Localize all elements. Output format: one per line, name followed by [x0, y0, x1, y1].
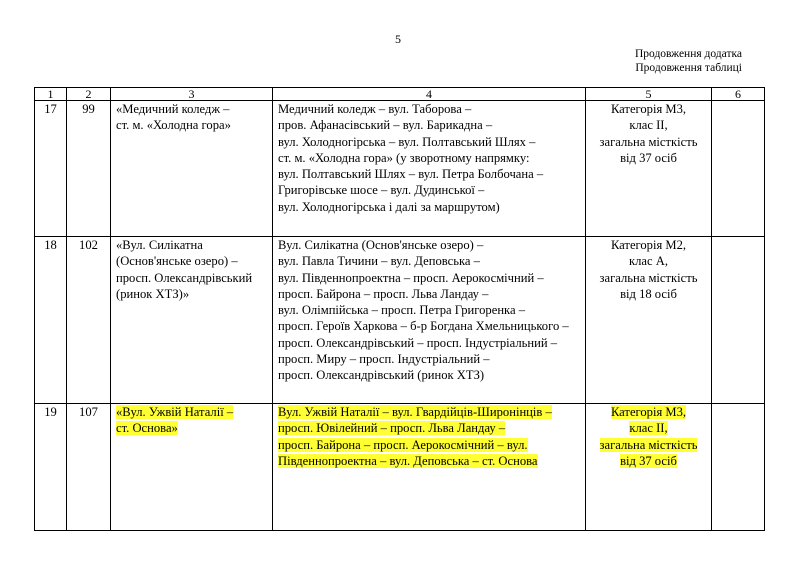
vehicle-line: клас ІІ,	[629, 118, 668, 133]
note-cell	[712, 404, 765, 531]
route-path-line-highlighted: Південнопроектна – вул. Деповська – ст. Основа	[278, 453, 538, 468]
route-name	[111, 237, 273, 404]
vehicle-line-highlighted: клас ІІ,	[629, 421, 668, 436]
route-path-line: вул. Олімпійська – просп. Петра Григоренка –	[278, 303, 526, 318]
route-path-line: вул. Південнопроектна – просп. Аерокосмічний –	[278, 270, 544, 285]
vehicle-line: загальна місткість	[599, 270, 698, 285]
route-path-line: просп. Олександрівський – просп. Індустріальний –	[278, 335, 558, 350]
route-path-line: пров. Афанасівський – вул. Барикадна –	[278, 118, 493, 133]
row-number: 17	[35, 101, 67, 237]
route-name-line-highlighted: «Вул. Ужвій Наталії –	[116, 405, 234, 419]
vehicle-category	[586, 237, 712, 404]
route-path-line: вул. Холодногірська і далі за маршрутом)	[278, 199, 500, 214]
row-number: 18	[35, 237, 67, 404]
vehicle-line: від 37 осіб	[620, 150, 677, 165]
vehicle-category	[586, 404, 712, 531]
vehicle-line-highlighted: від 37 осіб	[620, 453, 677, 468]
table-row	[35, 237, 765, 404]
route-path-line: Григорівське шосе – вул. Дудинської –	[278, 183, 485, 198]
routes-table	[34, 87, 765, 531]
route-path-line: просп. Олександрівський (ринок ХТЗ)	[278, 368, 485, 383]
route-name-line: «Медичний коледж –	[116, 102, 230, 116]
route-path-line: Медичний коледж – вул. Таборова –	[278, 102, 472, 116]
route-path-line: Вул. Силікатна (Основ'янське озеро) –	[278, 238, 484, 252]
note-cell	[712, 237, 765, 404]
route-path-line: просп. Байрона – просп. Льва Ландау –	[278, 286, 489, 301]
route-name-line-highlighted: ст. Основа»	[116, 421, 178, 436]
route-path-line-highlighted: Вул. Ужвій Наталії – вул. Гвардійців-Широнінців –	[278, 405, 552, 419]
vehicle-line: Категорія М3,	[610, 102, 687, 116]
vehicle-line-highlighted: загальна місткість	[599, 437, 698, 452]
vehicle-line: Категорія М2,	[610, 238, 687, 252]
route-path	[273, 404, 586, 531]
header-cell: 2	[67, 88, 111, 101]
route-number: 107	[67, 404, 111, 531]
route-name	[111, 101, 273, 237]
vehicle-line: загальна місткість	[599, 134, 698, 149]
vehicle-line-highlighted: Категорія М3,	[610, 405, 687, 419]
table-header-row	[35, 88, 765, 101]
header-cell: 3	[111, 88, 273, 101]
continuation-table: Продовження таблиці	[635, 62, 742, 74]
vehicle-line: клас А,	[629, 254, 668, 269]
note-cell	[712, 101, 765, 237]
route-path-line: ст. м. «Холодна гора» (у зворотному напрямку:	[278, 150, 530, 165]
route-path-line: вул. Полтавський Шлях – вул. Петра Болбочана –	[278, 167, 544, 182]
route-name-line: просп. Олександрівський	[116, 270, 253, 285]
route-name-line: ст. м. «Холодна гора»	[116, 118, 231, 133]
vehicle-category	[586, 101, 712, 237]
route-path	[273, 101, 586, 237]
route-path	[273, 237, 586, 404]
continuation-note	[635, 47, 742, 75]
route-path-line-highlighted: просп. Ювілейний – просп. Льва Ландау –	[278, 421, 506, 436]
header-cell: 5	[586, 88, 712, 101]
page-number: 5	[395, 32, 401, 46]
route-path-line: просп. Героїв Харкова – б-р Богдана Хмельницького –	[278, 319, 569, 334]
table-row	[35, 404, 765, 531]
continuation-appendix: Продовження додатка	[634, 48, 742, 60]
header-cell: 6	[712, 88, 765, 101]
vehicle-line: від 18 осіб	[620, 286, 677, 301]
row-number: 19	[35, 404, 67, 531]
route-path-line: вул. Холодногірська – вул. Полтавський Шлях –	[278, 134, 536, 149]
route-name	[111, 404, 273, 531]
route-name-line: «Вул. Силікатна	[116, 238, 203, 252]
table-row	[35, 101, 765, 237]
route-number: 102	[67, 237, 111, 404]
route-path-line: просп. Миру – просп. Індустріальний –	[278, 352, 490, 367]
route-name-line: (Основ'янське озеро) –	[116, 254, 238, 269]
header-cell: 1	[35, 88, 67, 101]
route-path-line-highlighted: просп. Байрона – просп. Аерокосмічний – вул.	[278, 437, 528, 452]
header-cell: 4	[273, 88, 586, 101]
route-path-line: вул. Павла Тичини – вул. Деповська –	[278, 254, 480, 269]
route-name-line: (ринок ХТЗ)»	[116, 286, 190, 301]
route-number: 99	[67, 101, 111, 237]
